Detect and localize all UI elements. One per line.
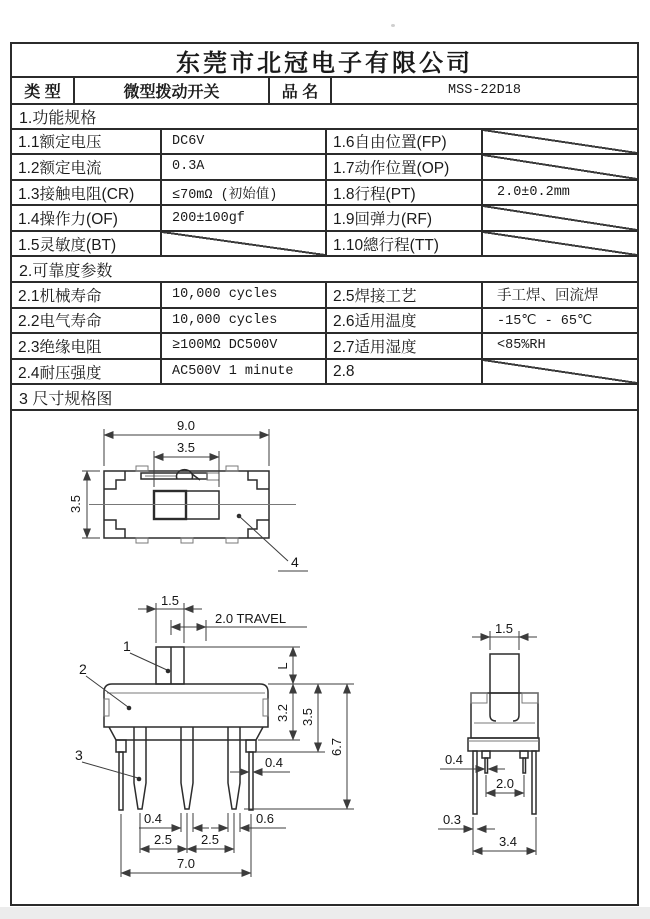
front-dim-pitch-right-label: 2.5 — [200, 831, 220, 847]
front-dim-travel-label: 2.0 TRAVEL — [215, 610, 287, 626]
top-dim-depth-label: 3.5 — [68, 494, 83, 513]
spec-label: 2.8 — [327, 360, 483, 384]
top-dim-width-label: 9.0 — [176, 417, 196, 433]
table-row — [12, 181, 637, 207]
top-callout-body-label: 4 — [291, 553, 299, 570]
type-value: 微型拨动开关 — [75, 78, 270, 103]
section1-header — [12, 105, 637, 130]
section3-title: 3 尺寸规格图 — [19, 390, 113, 408]
part-name-value: MSS-22D18 — [448, 82, 521, 98]
side-dim-knob-w-label: 1.5 — [494, 620, 514, 636]
spec-value: ≥100MΩ DC500V — [162, 334, 327, 358]
spec-value: 10,000 cycles — [162, 309, 327, 333]
spec-value: AC500V 1 minute — [162, 360, 327, 384]
spec-value-empty — [483, 130, 637, 154]
front-dim-body-h-label: 3.2 — [275, 703, 290, 722]
spec-label: 2.5焊接工艺 — [327, 283, 483, 307]
side-dim-leg-w-label: 0.3 — [442, 811, 462, 827]
table-row — [12, 283, 637, 309]
section2-title: 2.可靠度参数 — [19, 262, 113, 280]
spec-value-empty — [483, 360, 637, 384]
spec-value-empty — [483, 232, 637, 256]
spec-label: 1.5灵敏度(BT) — [12, 232, 162, 256]
top-dim-slider-label: 3.5 — [176, 439, 196, 455]
spec-label: 1.9回弹力(RF) — [327, 206, 483, 230]
section3-header — [12, 385, 637, 411]
spec-label: 2.2电气寿命 — [12, 309, 162, 333]
type-label: 类 型 — [12, 78, 75, 103]
spec-value: 2.0±0.2mm — [497, 185, 570, 200]
spec-label: 1.4操作力(OF) — [12, 206, 162, 230]
spec-label: 1.10總行程(TT) — [327, 232, 483, 256]
table-row — [12, 232, 637, 258]
front-dim-gap-label: 0.6 — [255, 810, 275, 826]
scan-edge-artifact — [0, 907, 650, 919]
company-name: 东莞市北冠电子有限公司 — [176, 49, 473, 77]
spec-label: 2.7适用湿度 — [327, 334, 483, 358]
spec-value: 手工焊、回流焊 — [497, 288, 599, 305]
spec-label: 2.3绝缘电阻 — [12, 334, 162, 358]
spec-value: 0.3A — [162, 155, 327, 179]
spec-value-empty — [483, 155, 637, 179]
spec-value: -15℃ - 65℃ — [497, 313, 593, 329]
spec-label: 1.3接触电阻(CR) — [12, 181, 162, 205]
front-dim-pin-w-label: 0.4 — [143, 810, 163, 826]
front-dim-knob-w-label: 1.5 — [160, 592, 180, 608]
section1-title: 1.功能规格 — [19, 109, 97, 127]
front-dim-span-label: 7.0 — [176, 855, 196, 871]
table-row — [12, 206, 637, 232]
spec-value: DC6V — [162, 130, 327, 154]
front-callout-pin-label: 3 — [75, 746, 83, 763]
section2-header — [12, 257, 637, 283]
table-row — [12, 360, 637, 386]
side-dim-pin-w-label: 0.4 — [444, 751, 464, 767]
side-view — [438, 621, 539, 855]
front-dim-pitch-left-label: 2.5 — [153, 831, 173, 847]
spec-value: <85%RH — [497, 338, 546, 354]
spec-label: 2.1机械寿命 — [12, 283, 162, 307]
table-row — [12, 155, 637, 181]
spec-label: 2.6适用温度 — [327, 309, 483, 333]
scan-artifact — [391, 24, 395, 27]
spec-value-empty — [483, 206, 637, 230]
part-name-label: 品 名 — [270, 78, 332, 103]
spec-label: 1.1额定电压 — [12, 130, 162, 154]
front-dim-base-h-label: 3.5 — [300, 707, 315, 726]
top-view — [68, 418, 308, 571]
dimension-drawing — [12, 411, 637, 899]
spec-label: 1.6自由位置(FP) — [327, 130, 483, 154]
spec-sheet-frame — [10, 42, 639, 906]
spec-label: 1.2额定电流 — [12, 155, 162, 179]
spec-label: 2.4耐压强度 — [12, 360, 162, 384]
spec-value: ≤70mΩ (初始值) — [162, 181, 327, 205]
table-row — [12, 334, 637, 360]
front-dim-knob-h-label: L — [275, 662, 290, 670]
spec-value: 10,000 cycles — [162, 283, 327, 307]
side-dim-span-label: 3.4 — [498, 833, 518, 849]
table-row — [12, 130, 637, 156]
table-row — [12, 309, 637, 335]
front-dim-leg-w-label: 0.4 — [264, 754, 284, 770]
spec-label: 1.8行程(PT) — [327, 181, 483, 205]
spec-value-empty — [162, 232, 327, 256]
side-dim-pin-space-label: 2.0 — [495, 775, 515, 791]
front-view — [75, 593, 354, 877]
spec-label: 1.7动作位置(OP) — [327, 155, 483, 179]
type-row — [12, 78, 637, 105]
dimension-drawing-area — [12, 411, 637, 904]
front-callout-body-label: 2 — [79, 660, 87, 677]
front-callout-knob-label: 1 — [123, 637, 131, 654]
company-header-row — [12, 44, 637, 78]
front-dim-total-h-label: 6.7 — [329, 737, 344, 756]
spec-value: 200±100gf — [162, 206, 327, 230]
